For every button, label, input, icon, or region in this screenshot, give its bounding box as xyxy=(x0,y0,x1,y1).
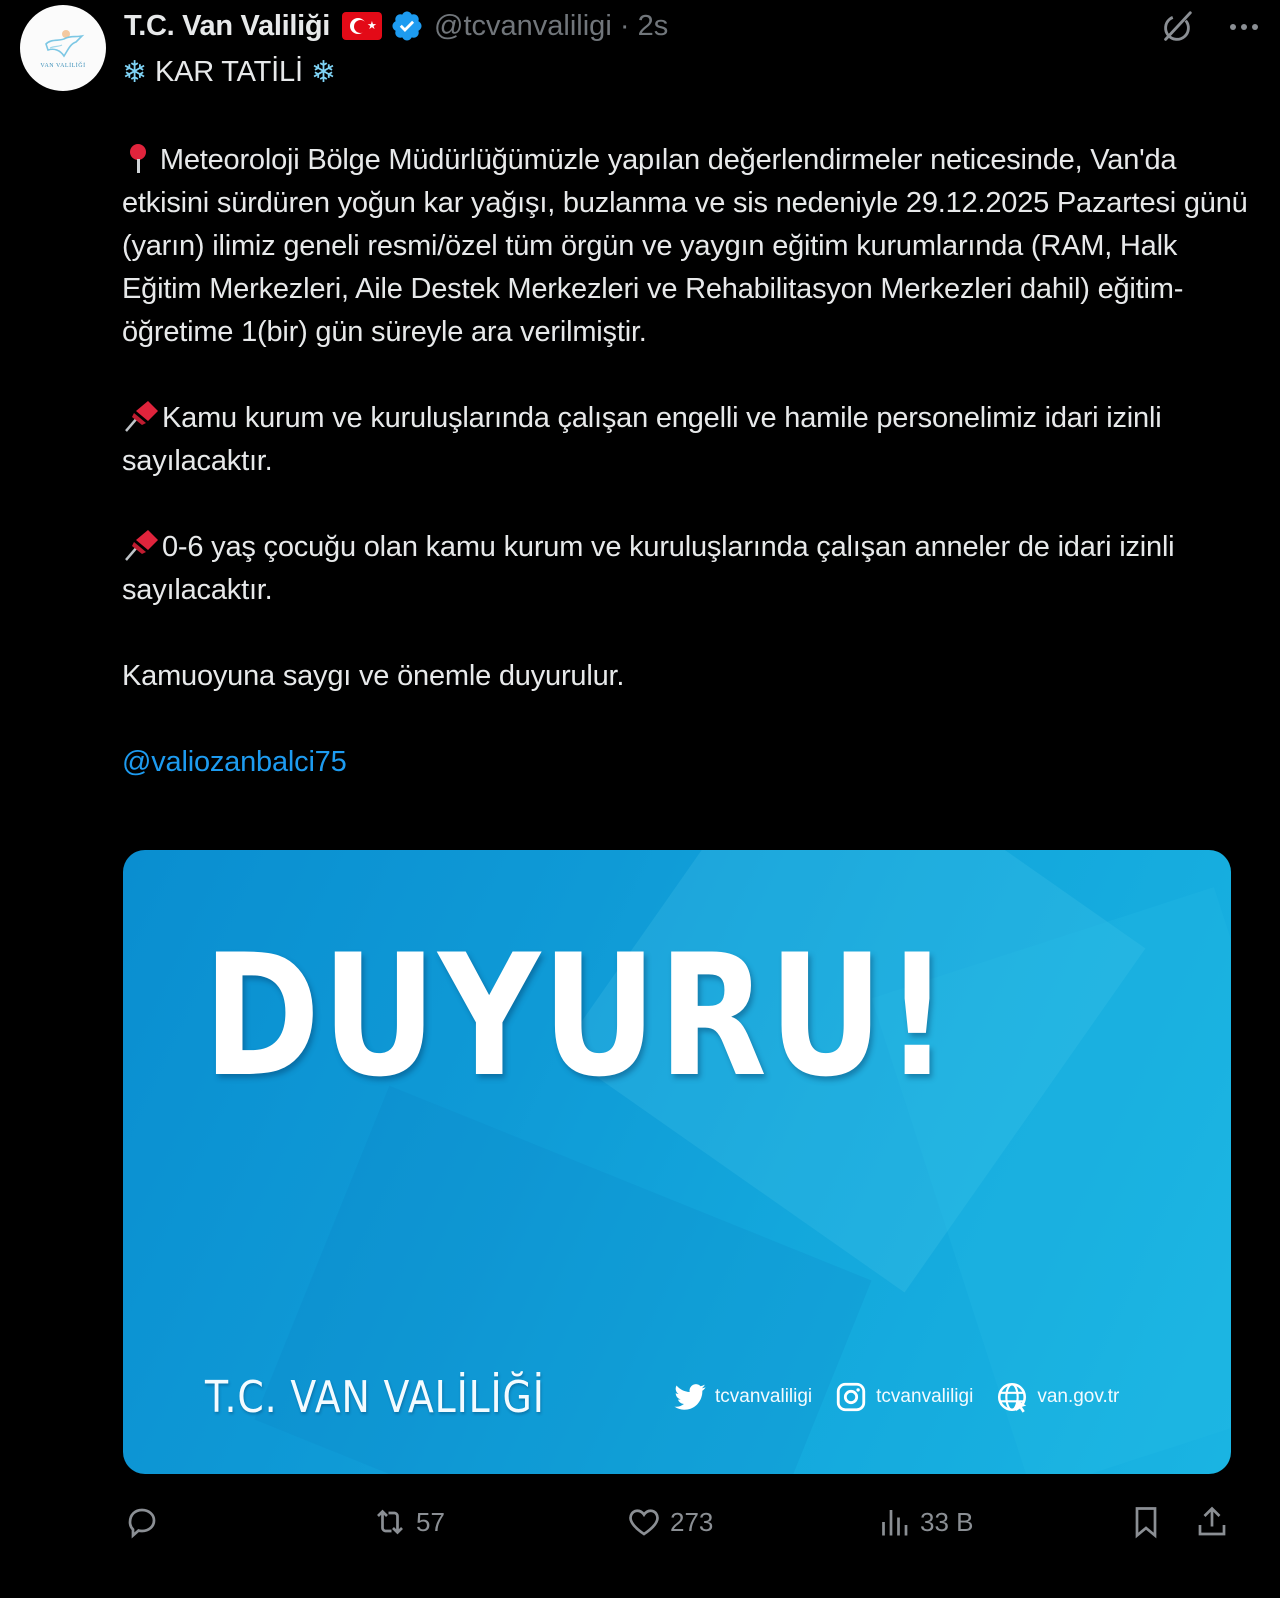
twitter-bird-icon xyxy=(673,1380,707,1414)
instagram-icon xyxy=(834,1380,868,1414)
announcement-headline: DUYURU! xyxy=(203,918,951,1114)
bookmark-button[interactable] xyxy=(1128,1504,1164,1540)
avatar-logo-text: VAN VALİLİĞİ xyxy=(40,62,86,69)
display-name[interactable]: T.C. Van Valiliği xyxy=(124,9,331,42)
social-instagram: tcvanvaliligi xyxy=(834,1380,973,1414)
views-count: 33 B xyxy=(920,1506,974,1537)
more-options-icon[interactable] xyxy=(1230,24,1258,30)
share-icon xyxy=(1194,1504,1230,1540)
repost-button[interactable] xyxy=(372,1504,445,1540)
round-pushpin-icon xyxy=(122,143,152,173)
post-body xyxy=(122,48,1256,784)
tweet-header xyxy=(124,6,668,46)
verified-badge-icon[interactable] xyxy=(390,9,424,43)
snowflake-icon: ❄ xyxy=(122,55,147,89)
van-map-logo-icon xyxy=(40,28,86,62)
like-count: 273 xyxy=(670,1506,714,1537)
social-twitter: tcvanvaliligi xyxy=(673,1380,812,1414)
heart-icon xyxy=(626,1504,662,1540)
views-button[interactable] xyxy=(876,1504,974,1540)
reply-icon xyxy=(124,1504,160,1540)
share-button[interactable] xyxy=(1194,1504,1230,1540)
post-time: 2s xyxy=(637,9,669,42)
top-actions xyxy=(1158,8,1258,46)
snowflake-icon: ❄ xyxy=(310,55,336,89)
post-paragraph: Kamu kurum ve kuruluşlarında çalışan engelli ve hamile personelimiz idari izinli sayılacaktır. xyxy=(122,397,1252,483)
turkey-flag-icon: ★ xyxy=(342,12,382,40)
views-icon xyxy=(876,1504,912,1540)
reply-button[interactable] xyxy=(124,1504,160,1540)
action-bar xyxy=(0,1500,1280,1560)
grok-icon[interactable] xyxy=(1158,8,1196,46)
post-title: KAR TATİLİ xyxy=(154,55,303,88)
post-image[interactable] xyxy=(123,850,1231,1474)
pushpin-icon xyxy=(122,528,162,562)
bookmark-icon xyxy=(1128,1504,1164,1540)
like-button[interactable] xyxy=(626,1504,713,1540)
social-links xyxy=(673,1380,1119,1414)
globe-icon xyxy=(995,1380,1029,1414)
social-website: van.gov.tr xyxy=(995,1380,1119,1414)
mention-link[interactable]: @valiozanbalci75 xyxy=(122,746,347,778)
author-handle[interactable]: @tcvanvaliligi · 2s xyxy=(434,9,669,42)
avatar[interactable] xyxy=(20,5,106,91)
post-paragraph: 0-6 yaş çocuğu olan kamu kurum ve kuruluşlarında çalışan anneler de idari izinli sayılacaktır. xyxy=(122,526,1252,612)
repost-icon xyxy=(372,1504,408,1540)
post-title-line xyxy=(122,48,1252,96)
post-paragraph: Meteoroloji Bölge Müdürlüğümüzle yapılan değerlendirmeler neticesinde, Van'da etkisini sürdüren yoğun kar yağışı, buzlanma ve sis nedeniyle 29.12.2025 Pazartesi günü (yarın) ilimiz geneli resmi/özel tüm örgün ve yaygın eğitim kurumlarında (RAM, Halk Eğitim Merkezleri, Aile Destek Merkezleri ve Rehabilitasyon Merkezleri dahil) eğitim-öğretime 1(bir) gün süreyle ara verilmiştir. xyxy=(122,144,1256,348)
repost-count: 57 xyxy=(416,1506,445,1537)
pushpin-icon xyxy=(122,399,162,433)
governorship-brand: T.C. VAN VALİLİĞİ xyxy=(205,1372,545,1423)
post-paragraph: Kamuoyuna saygı ve önemle duyurulur. xyxy=(122,660,625,692)
